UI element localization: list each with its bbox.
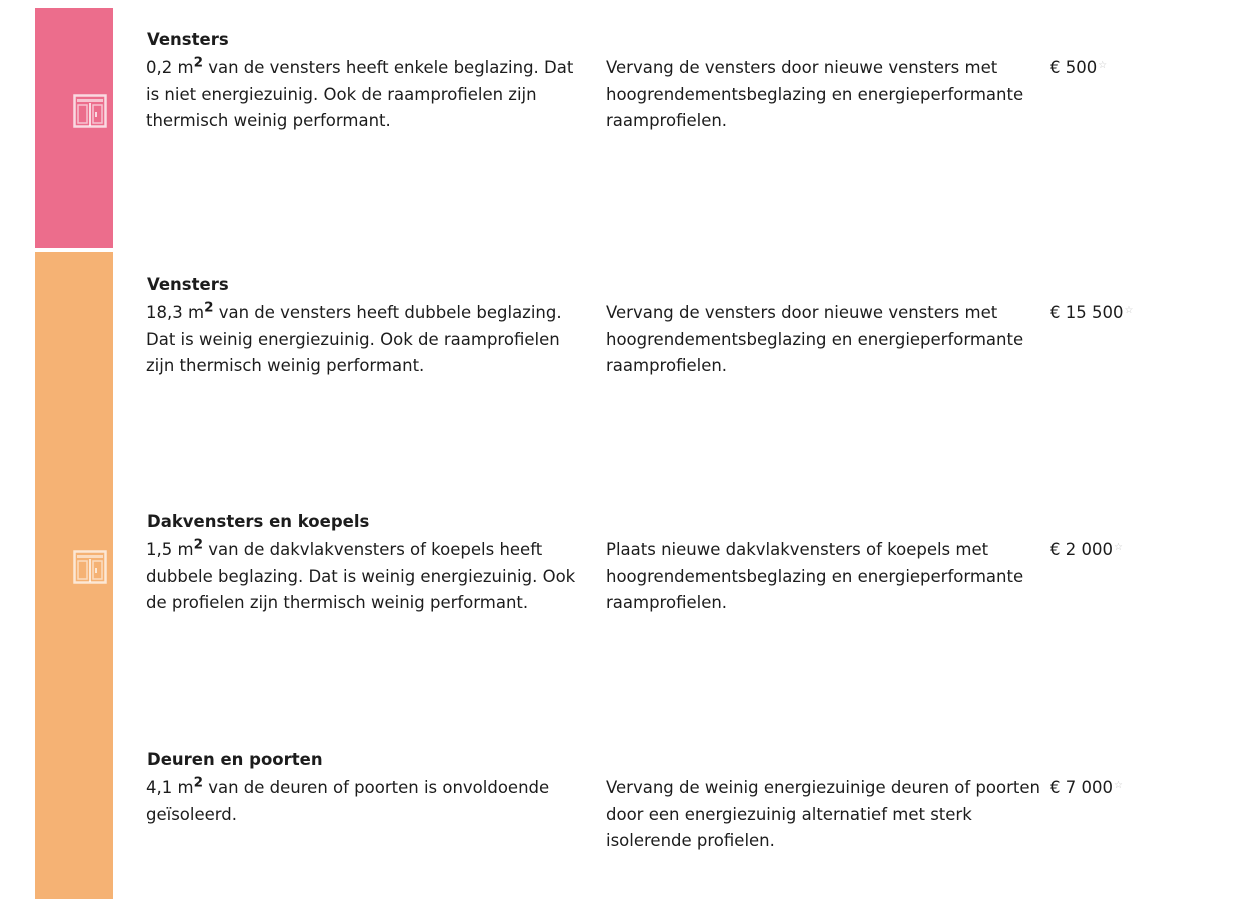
price-estimate: € 500☆ [1050, 58, 1108, 77]
measure-description [146, 300, 586, 380]
window-icon [73, 550, 107, 584]
measure-advice: Plaats nieuwe dakvlakvensters of koepels met hoogrendementsbeglazing en energieperformante raamprofielen. [606, 540, 1024, 613]
area-unit-exponent: 2 [193, 774, 203, 791]
description-text: van de deuren of poorten is onvoldoende geïsoleerd. [146, 778, 550, 824]
measure-advice: Vervang de vensters door nieuwe vensters met hoogrendementsbeglazing en energieperformante raamprofielen. [606, 303, 1024, 376]
area-value: 0,2 m [146, 58, 194, 77]
price-value: € 500 [1050, 58, 1098, 77]
window-icon [73, 94, 107, 128]
measure-title: Deuren en poorten [147, 750, 323, 769]
area-unit-exponent: 2 [204, 299, 214, 316]
measure-title: Vensters [147, 30, 229, 49]
measure-advice: Vervang de vensters door nieuwe vensters met hoogrendementsbeglazing en energieperformante raamprofielen. [606, 58, 1024, 131]
measure-advice: Vervang de weinig energiezuinige deuren of poorten door een energiezuinig alternatief met sterk isolerende profielen. [606, 778, 1040, 851]
price-value: € 2 000 [1050, 540, 1113, 559]
price-value: € 7 000 [1050, 778, 1113, 797]
description-text: van de dakvlakvensters of koepels heeft dubbele beglazing. Dat is weinig energiezuinig. Ook de profielen zijn thermisch weinig performant. [146, 540, 576, 613]
measure-description [146, 55, 586, 135]
area-value: 1,5 m [146, 540, 194, 559]
area-unit-exponent: 2 [193, 536, 203, 553]
measure-title: Dakvensters en koepels [147, 512, 370, 531]
priority-band-orange [35, 252, 113, 899]
area-value: 4,1 m [146, 778, 194, 797]
measure-description [146, 775, 586, 828]
price-estimate: € 7 000☆ [1050, 778, 1123, 797]
measure-description [146, 537, 586, 617]
price-estimate: € 15 500☆ [1050, 303, 1134, 322]
description-text: van de vensters heeft dubbele beglazing. Dat is weinig energiezuinig. Ook de raamprofielen zijn thermisch weinig performant. [146, 303, 562, 376]
price-estimate: € 2 000☆ [1050, 540, 1123, 559]
measure-title: Vensters [147, 275, 229, 294]
description-text: van de vensters heeft enkele beglazing. Dat is niet energiezuinig. Ook de raamprofielen zijn thermisch weinig performant. [146, 58, 574, 131]
area-unit-exponent: 2 [193, 54, 203, 71]
priority-band-pink [35, 8, 113, 248]
price-value: € 15 500 [1050, 303, 1124, 322]
area-value: 18,3 m [146, 303, 205, 322]
